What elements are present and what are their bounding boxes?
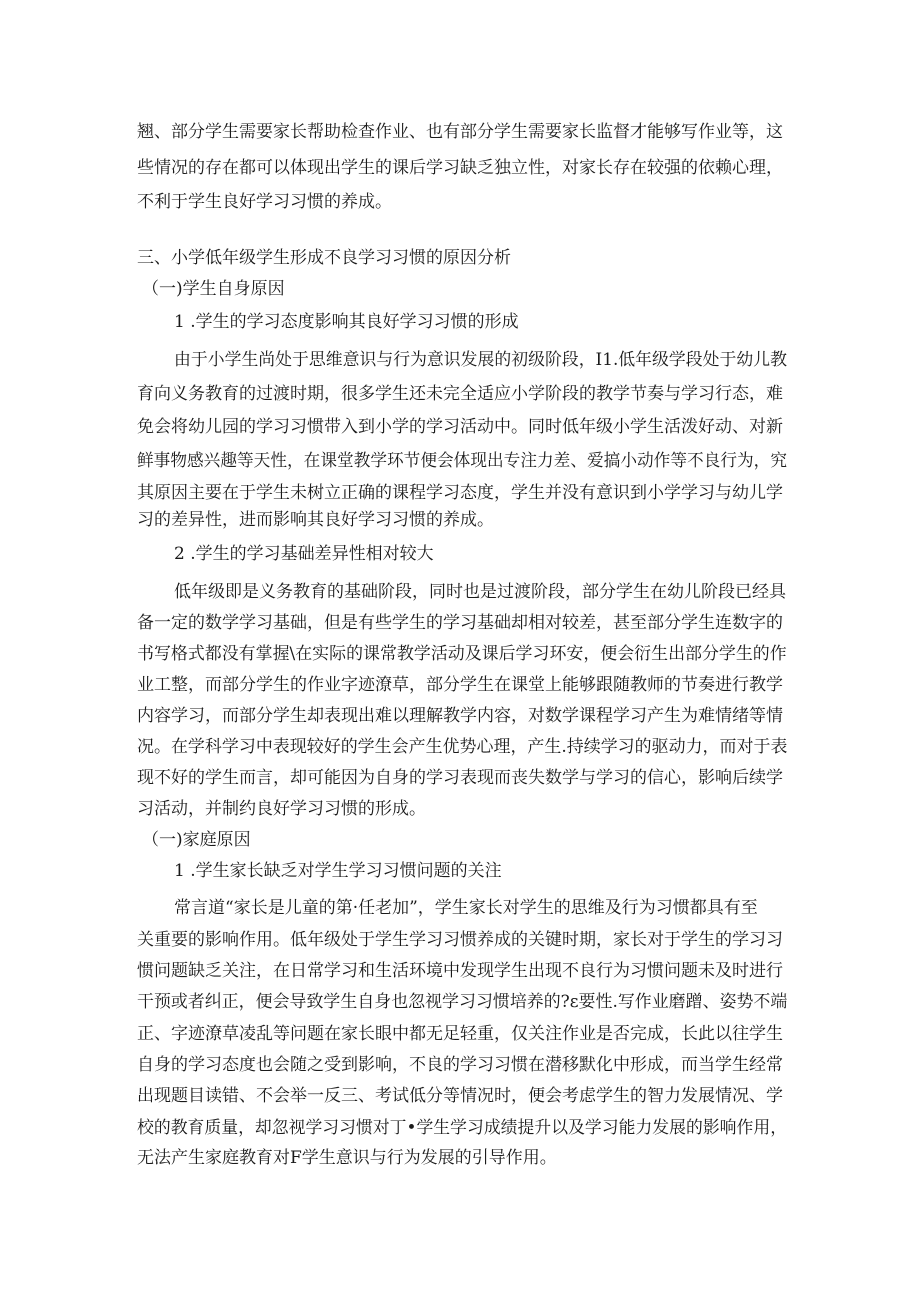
paragraph-line: 书写格式都没有掌握\在实际的课常教学活动及课后学习环安，便会衍生出部分学生的作: [137, 644, 787, 664]
item-heading: 2 .学生的学习基础差异性相对较大: [174, 544, 434, 564]
paragraph-line: 低年级即是义务教育的基础阶段，同时也是过渡阶段，部分学生在幼儿阶段已经具: [174, 582, 786, 602]
paragraph-line: 现不好的学生而言，却可能因为自身的学习表现而丧失数学与学习的信心，影响后续学: [137, 768, 783, 788]
paragraph-line: 自身的学习态度也会随之受到影响，不良的学习习惯在潜移默化中形成，而当学生经常: [137, 1055, 783, 1075]
paragraph-line: 其原因主要在于学生未树立正确的课程学习态度，学生并没有意识到小学学习与幼儿学: [137, 483, 783, 503]
paragraph-line: 育向义务教育的过渡时期，很多学生还未完全适应小学阶段的教学节奏与学习行态，难: [137, 384, 783, 404]
subsection-heading: （一)学生自身原因: [142, 279, 285, 299]
paragraph-line: 由于小学生尚处于思维意识与行为意识发展的初级阶段，I1.低年级学段处于幼儿教: [174, 350, 787, 370]
paragraph-line: 鲜事物感兴趣等天性，在课堂教学环节便会体现出专注力差、爱搞小动作等不良行为，究: [137, 451, 788, 471]
subsection-heading: （一)家庭原因: [142, 830, 251, 850]
paragraph-line: 无法产生家庭教育对F学生意识与行为发展的引导作用。: [137, 1148, 557, 1168]
paragraph-line: 出现题目读错、不会举一反三、考试低分等情况时，便会考虑学生的智力发展情况、学: [137, 1086, 783, 1106]
paragraph-line: 干预或者纠正，便会导致学生自身也忽视学习习惯培养的?ε要性.写作业磨蹭、姿势不端: [137, 992, 788, 1012]
item-heading: 1 .学生的学习态度影响其良好学习习惯的形成: [174, 312, 519, 332]
paragraph-line: 备一定的数学学习基础，但是有些学生的学习基础却相对较差，甚至部分学生连数字的: [137, 613, 783, 633]
item-heading: 1 .学生家长缺乏对学生学习习惯问题的关注: [174, 861, 502, 881]
paragraph-line: 不利于学生良好学习习惯的养成。: [137, 192, 392, 212]
paragraph-line: 些情况的存在都可以体现出学生的课后学习缺乏独立性，对家长存在较强的依赖心理，: [137, 158, 783, 178]
paragraph-line: 惯问题缺乏关注，在日常学习和生活环境中发现学生出现不良行为习惯问题未及时进行: [137, 961, 783, 981]
paragraph-line: 翘、部分学生需要家长帮助检查作业、也有部分学生需要家长监督才能够写作业等，这: [137, 122, 783, 142]
paragraph-line: 校的教育质量，却忽视学习习惯对丁•学生学习成绩提升以及学习能力发展的影响作用，: [137, 1118, 788, 1138]
paragraph-line: 习的差异性，进而影响其良好学习习惯的养成。: [137, 510, 494, 530]
paragraph-line: 正、字迹潦草凌乱等问题在家长眼中都无足轻重，仅关注作业是否完成，长此以往学生: [137, 1024, 783, 1044]
paragraph-line: 内容学习，而部分学生却表现出难以理解教学内容，对数学课程学习产生为难情绪等情: [137, 706, 783, 726]
paragraph-line: 况。在学科学习中表现较好的学生会产生优势心理，产生.持续学习的驱动力，而对于表: [137, 737, 788, 757]
paragraph-line: 常言道“家长是儿童的第·任老加”，学生家长对学生的思维及行为习惯都具有至: [174, 898, 758, 918]
paragraph-line: 业工整，而部分学生的作业字迹潦草，部分学生在课堂上能够跟随教师的节奏进行教学: [137, 675, 783, 695]
section-heading: 三、小学低年级学生形成不良学习习惯的原因分析: [137, 248, 511, 268]
paragraph-line: 习活动，并制约良好学习习惯的形成。: [137, 799, 426, 819]
paragraph-line: 关重要的影响作用。低年级处于学生学习习惯养成的关键时期，家长对于学生的学习习: [137, 930, 783, 950]
paragraph-line: 免会将幼儿园的学习习惯带入到小学的学习活动中。同时低年级小学生活泼好动、对新: [137, 417, 783, 437]
